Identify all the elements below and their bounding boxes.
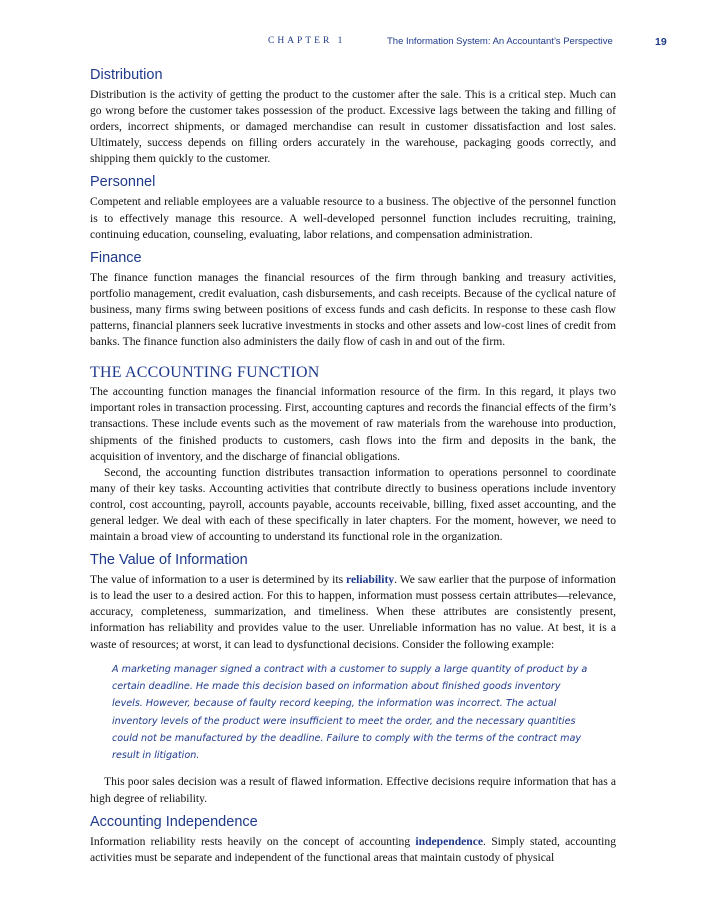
value-of-information-heading: The Value of Information	[90, 552, 248, 569]
reliability-term: reliability	[346, 573, 395, 587]
value-of-information-paragraph: The value of information to a user is determined by its reliability. We saw earlier that the purpose of information is to lead the user to a desired action. For this to happen, information must possess certain attributes—relevance, accuracy, completeness, summarization, and timeliness. When these attributes are consistently present, information has reliability and provides value to the user. Unreliable information has no value. At best, it is a waste of resources; at worst, it can lead to dysfunctional decisions. Consider the following example:	[90, 573, 616, 651]
chapter-title: The Information System: An Accountant’s Perspective	[387, 36, 613, 47]
finance-paragraph: The finance function manages the financial resources of the firm through banking and treasury activities, portfolio management, credit evaluation, cash disbursements, and cash receipts. Because of the cyclical nature of business, many firms swing between positions of excess funds and cash deficits. In response to these cash flow patterns, financial planners seek lucrative investments in stocks and other assets and low-cost lines of credit from banks. The finance function also administers the daily flow of cash in and out of the firm.	[90, 270, 616, 349]
chapter-label: CHAPTER 1	[268, 36, 346, 46]
distribution-heading: Distribution	[90, 67, 163, 83]
personnel-paragraph: Competent and reliable employees are a valuable resource to a business. The objective of the personnel function is to effectively manage this resource. A well-developed personnel function includes recruiting, training, continuing education, counseling, evaluating, labor relations, and compensation administration.	[90, 195, 616, 241]
independence-term: independence	[415, 834, 484, 848]
value-of-information-conclusion: This poor sales decision was a result of flawed information. Effective decisions require information that has a high degree of reliability.	[90, 775, 616, 805]
example-quote: A marketing manager signed a contract with a customer to supply a large quantity of product by a certain deadline. He made this decision based on information about finished goods inventory levels. However, because of faulty record keeping, the information was incorrect. The actual inventory levels of the product were insufficient to meet the order, and the necessary quantities could not be manufactured by the deadline. Failure to comply with the terms of the contract may result in litigation.	[112, 663, 588, 762]
running-header	[0, 36, 719, 50]
accounting-independence-paragraph: Information reliability rests heavily on the concept of accounting independence. Simply stated, accounting activities must be separate and independent of the functional areas that maintain custody of physical	[90, 834, 616, 864]
page-body	[90, 60, 616, 866]
finance-heading: Finance	[90, 249, 142, 266]
accounting-function-paragraph-2: Second, the accounting function distributes transaction information to operations personnel to coordinate many of their key tasks. Accounting activities that contribute directly to business operations include inventory control, cost accounting, payroll, accounts payable, accounts receivable, billing, fixed asset accounting, and the general ledger. We deal with each of these specifically in later chapters. For the moment, however, we need to maintain a broad view of accounting to understand its functional role in the organization.	[90, 465, 616, 544]
accounting-function-heading: THE ACCOUNTING FUNCTION	[90, 364, 320, 382]
personnel-heading: Personnel	[90, 174, 156, 191]
page-number: 19	[655, 36, 667, 48]
accounting-independence-heading: Accounting Independence	[90, 813, 258, 830]
accounting-function-paragraph-1: The accounting function manages the financial information resource of the firm. In this regard, it plays two important roles in transaction processing. First, accounting captures and records the financial effects of the firm’s transactions. These include events such as the movement of raw materials from the warehouse into production, shipments of the finished products to customers, cash flows into the firm and deposits in the bank, the acquisition of inventory, and the discharge of financial obligations.	[90, 385, 616, 463]
distribution-paragraph: Distribution is the activity of getting the product to the customer after the sale. This is a critical step. Much can go wrong before the customer takes possession of the product. Excessive lags between the taking and filling of orders, incorrect shipments, or damaged merchandise can result in customer dissatisfaction and lost sales. Ultimately, success depends on filling orders accurately in the warehouse, packaging goods correctly, and shipping them quickly to the customer.	[90, 88, 616, 166]
